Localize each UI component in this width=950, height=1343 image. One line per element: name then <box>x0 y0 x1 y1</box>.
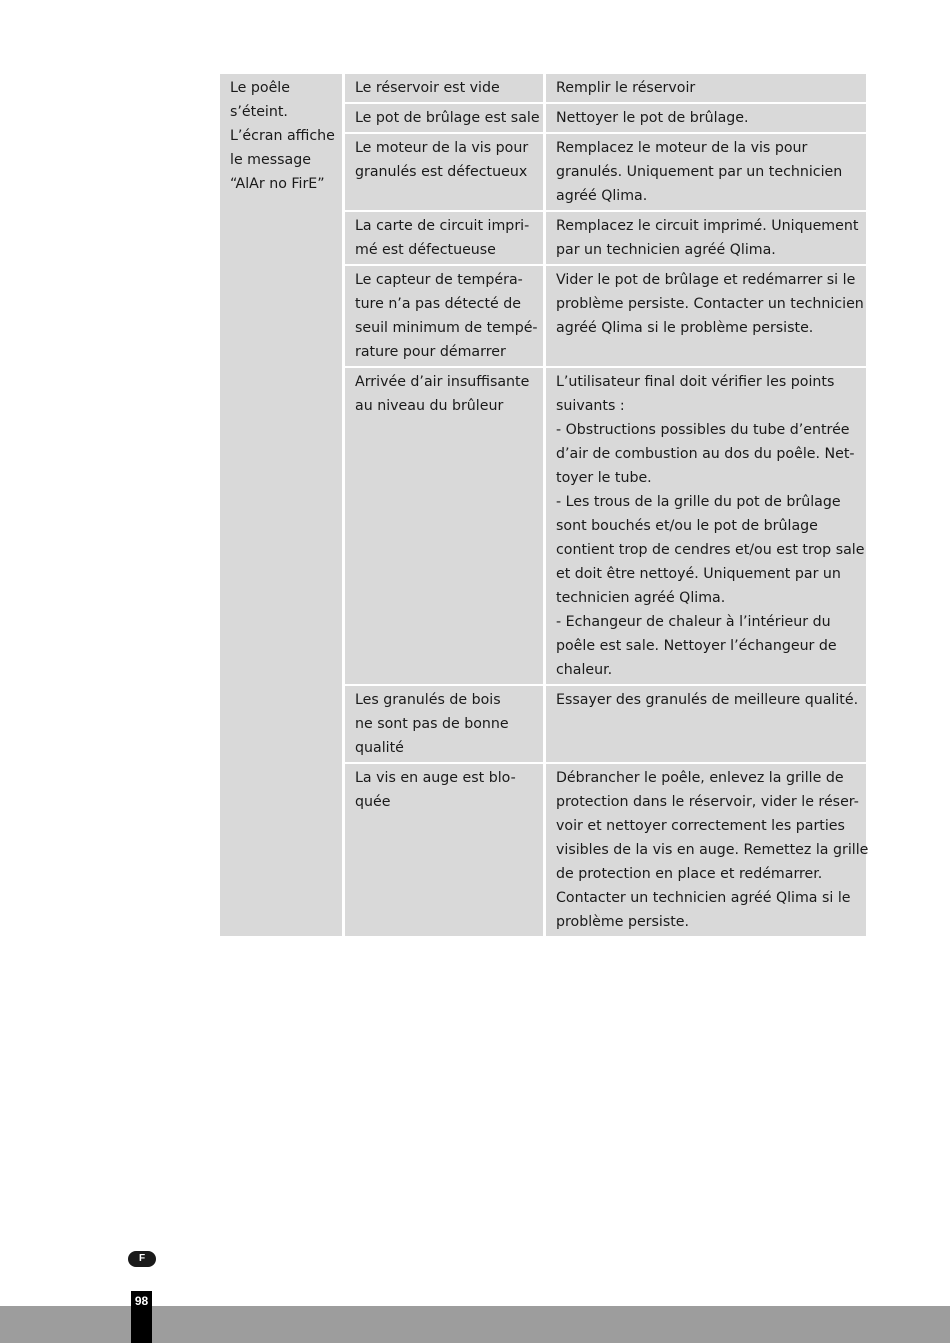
symptom-line: L’écran affiche <box>230 128 335 144</box>
symptom-line: s’éteint. <box>230 104 288 120</box>
cause-line: seuil minimum de tempé- <box>355 320 538 336</box>
symptom-line: le message <box>230 152 311 168</box>
solution-line: toyer le tube. <box>556 470 652 486</box>
solution-line: par un technicien agréé Qlima. <box>556 242 776 258</box>
solution-cell <box>546 132 866 210</box>
solution-line: voir et nettoyer correctement les parties <box>556 818 845 834</box>
solution-line: d’air de combustion au dos du poêle. Net- <box>556 446 855 462</box>
solution-line: poêle est sale. Nettoyer l’échangeur de <box>556 638 837 654</box>
cause-line: La carte de circuit impri- <box>355 218 530 234</box>
solution-line: visibles de la vis en auge. Remettez la grille <box>556 842 869 858</box>
language-badge: F <box>128 1251 156 1267</box>
cause-line: granulés est défectueux <box>355 164 528 180</box>
solution-line: Vider le pot de brûlage et redémarrer si le <box>556 272 856 288</box>
solution-line: contient trop de cendres et/ou est trop sale <box>556 542 865 558</box>
cause-line: au niveau du brûleur <box>355 398 504 414</box>
cause-cell <box>345 102 543 132</box>
solution-line: - Obstructions possibles du tube d’entrée <box>556 422 850 438</box>
solution-cell <box>546 762 869 936</box>
cause-cell <box>345 210 543 264</box>
solution-line: Remplacez le circuit imprimé. Uniquement <box>556 218 859 234</box>
solution-line: granulés. Uniquement par un technicien <box>556 164 843 180</box>
cause-line: mé est défectueuse <box>355 242 496 258</box>
cause-line: Le capteur de tempéra- <box>355 272 523 288</box>
solution-line: sont bouchés et/ou le pot de brûlage <box>556 518 818 534</box>
solution-line: - Echangeur de chaleur à l’intérieur du <box>556 614 831 630</box>
cause-cell <box>345 264 543 366</box>
cause-line: quée <box>355 794 391 810</box>
solution-line: Remplacez le moteur de la vis pour <box>556 140 808 156</box>
solution-line: technicien agréé Qlima. <box>556 590 726 606</box>
cause-line: Les granulés de bois <box>355 692 501 708</box>
cause-line: qualité <box>355 740 404 756</box>
solution-line: problème persiste. <box>556 914 690 930</box>
cause-line: Le moteur de la vis pour <box>355 140 529 156</box>
cause-line: ture n’a pas détecté de <box>355 296 521 312</box>
solution-line: - Les trous de la grille du pot de brûlage <box>556 494 841 510</box>
solution-line: de protection en place et redémarrer. <box>556 866 823 882</box>
solution-line: chaleur. <box>556 662 613 678</box>
solution-cell <box>546 102 866 132</box>
cause-line: Arrivée d’air insuffisante <box>355 374 530 390</box>
solution-cell <box>546 74 866 102</box>
cause-line: Le pot de brûlage est sale <box>355 110 540 126</box>
page-number: 98 <box>134 1294 149 1308</box>
solution-line: Nettoyer le pot de brûlage. <box>556 110 749 126</box>
cause-cell <box>345 366 543 684</box>
solution-cell <box>546 264 866 366</box>
cause-line: rature pour démarrer <box>355 344 506 360</box>
solution-cell <box>546 210 866 264</box>
solution-line: Essayer des granulés de meilleure qualité. <box>556 692 859 708</box>
solution-line: Contacter un technicien agréé Qlima si le <box>556 890 851 906</box>
troubleshooting-table <box>220 74 869 936</box>
cause-cell <box>345 132 543 210</box>
solution-cell <box>546 684 866 762</box>
cause-line: La vis en auge est blo- <box>355 770 516 786</box>
symptom-line: “AlAr no FirE” <box>230 176 325 192</box>
symptom-cell <box>220 74 342 936</box>
solution-line: et doit être nettoyé. Uniquement par un <box>556 566 841 582</box>
solution-line: Débrancher le poêle, enlevez la grille de <box>556 770 844 786</box>
solution-line: protection dans le réservoir, vider le réser- <box>556 794 859 810</box>
solution-line: problème persiste. Contacter un technicien <box>556 296 864 312</box>
cause-line: ne sont pas de bonne <box>355 716 509 732</box>
symptom-line: Le poêle <box>230 80 290 96</box>
solution-line: suivants : <box>556 398 625 414</box>
cause-line: Le réservoir est vide <box>355 80 500 96</box>
solution-line: agréé Qlima si le problème persiste. <box>556 320 814 336</box>
cause-cell <box>345 684 543 762</box>
solution-line: Remplir le réservoir <box>556 80 696 96</box>
solution-line: agréé Qlima. <box>556 188 648 204</box>
cause-cell <box>345 74 543 102</box>
solution-line: L’utilisateur final doit vérifier les points <box>556 374 835 390</box>
solution-cell <box>546 366 866 684</box>
cause-cell <box>345 762 543 936</box>
